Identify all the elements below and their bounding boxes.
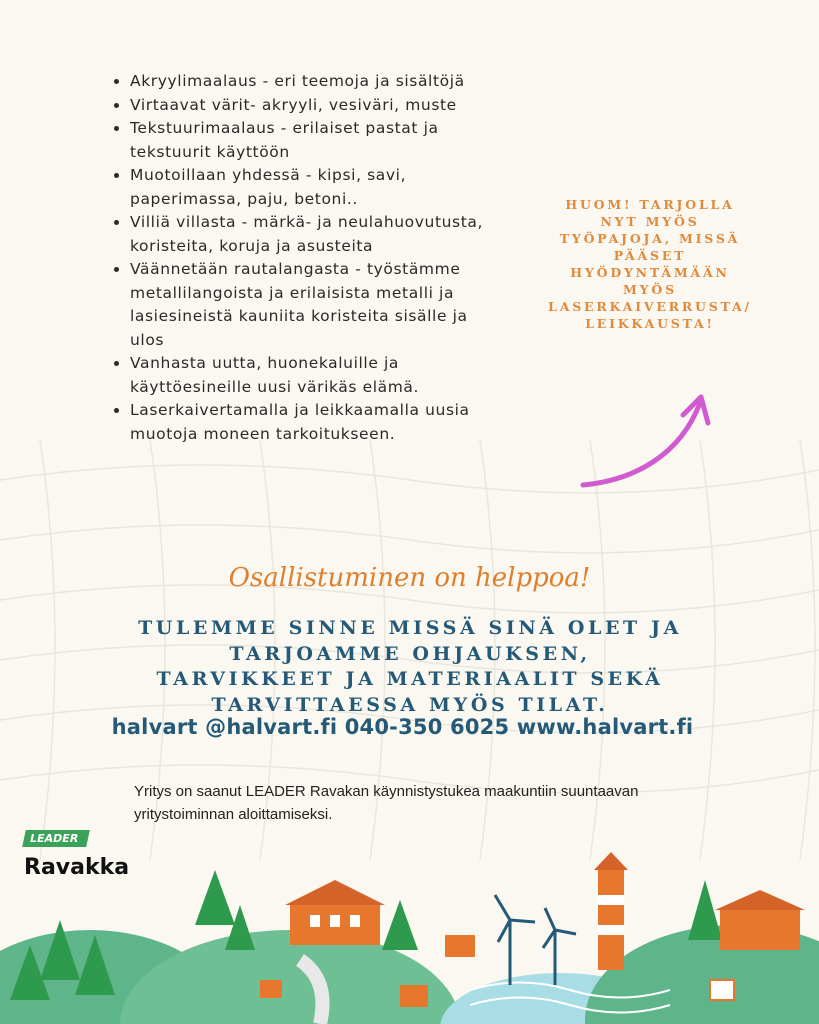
notice-line: LASERKAIVERRUSTA/ xyxy=(548,299,752,314)
info-line: TULEMME SINNE MISSÄ SINÄ OLET JA xyxy=(138,617,682,639)
activity-list xyxy=(108,70,490,446)
activity-item: • Vanhasta uutta, huonekaluille ja käyttöesineille uusi värikäs elämä. xyxy=(130,352,490,399)
workshop-notice xyxy=(530,196,770,332)
notice-line: MYÖS xyxy=(623,282,677,297)
logo-name: Ravakka xyxy=(24,855,130,880)
notice-line: NYT MYÖS xyxy=(600,214,700,229)
leader-badge: LEADER xyxy=(22,830,90,847)
activity-item: • Virtaavat värit- akryyli, vesiväri, muste xyxy=(130,94,490,118)
activity-item: • Väännetään rautalangasta - työstämme metallilangoista ja erilaisista metalli ja lasiesineistä kauniita koristeita sisälle ja ulos xyxy=(130,258,490,352)
participation-heading: Osallistuminen on helppoa! xyxy=(228,563,591,593)
service-info xyxy=(100,616,720,718)
contact-details: halvart @halvart.fi 040-350 6025 www.halvart.fi xyxy=(111,715,694,739)
activity-item: • Laserkaivertamalla ja leikkaamalla uusia muotoja moneen tarkoitukseen. xyxy=(130,399,490,446)
activity-item: • Tekstuurimaalaus - erilaiset pastat ja tekstuurit käyttöön xyxy=(130,117,490,164)
notice-line: LEIKKAUSTA! xyxy=(585,316,715,331)
activity-item: • Villiä villasta - märkä- ja neulahuovutusta, koristeita, koruja ja asusteita xyxy=(130,211,490,258)
activity-item: • Muotoillaan yhdessä - kipsi, savi, paperimassa, paju, betoni.. xyxy=(130,164,490,211)
support-statement: Yritys on saanut LEADER Ravakan käynnistystukea maakuntiin suuntaavan yritystoiminnan aloittamiseksi. xyxy=(134,783,639,823)
curved-arrow-icon xyxy=(575,385,725,495)
notice-line: PÄÄSET xyxy=(613,248,687,263)
info-line: TARVITTAESSA MYÖS TILAT. xyxy=(211,693,609,716)
info-line: TARJOAMME OHJAUKSEN, xyxy=(229,642,591,665)
notice-line: HUOM! TARJOLLA xyxy=(565,197,735,212)
notice-line: HYÖDYNTÄMÄÄN xyxy=(570,265,730,280)
activity-item: • Akryylimaalaus - eri teemoja ja sisältöjä xyxy=(130,70,490,94)
notice-line: TYÖPAJOJA, MISSÄ xyxy=(559,231,741,246)
village-landscape-illustration xyxy=(0,850,819,1024)
info-line: TARVIKKEET JA MATERIAALIT SEKÄ xyxy=(156,668,664,690)
